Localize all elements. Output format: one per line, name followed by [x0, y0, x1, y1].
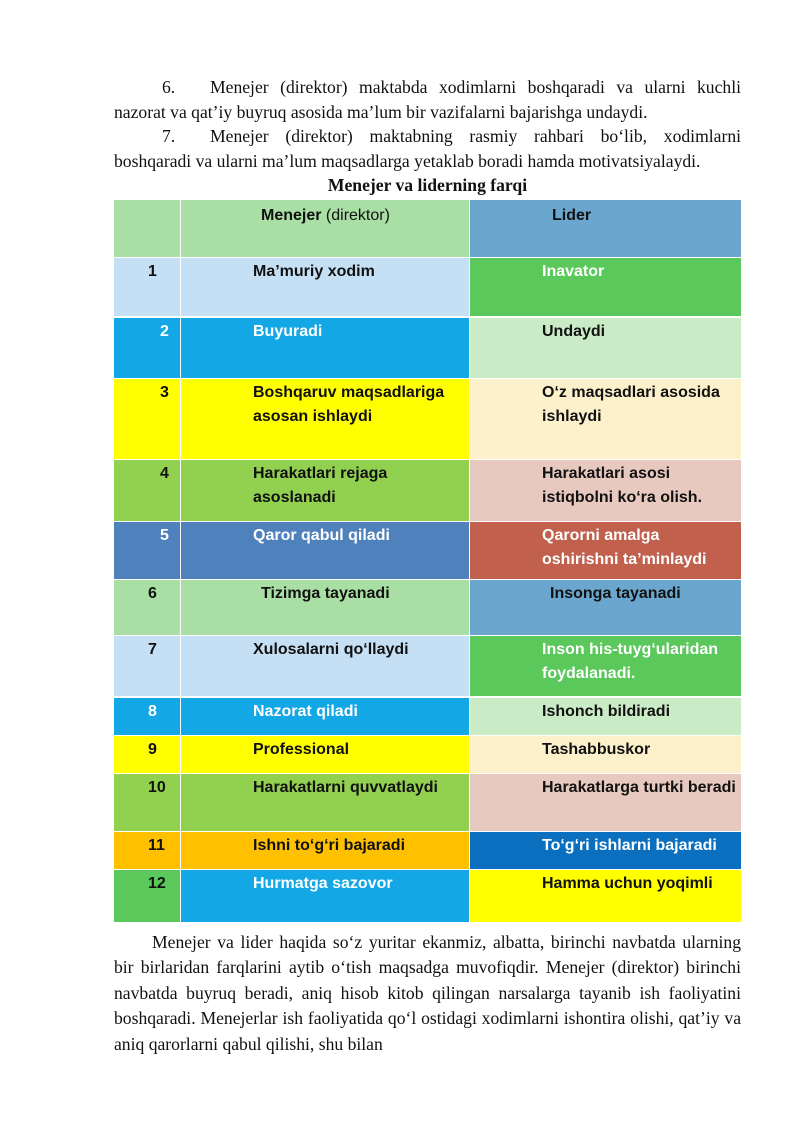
row-number: 4	[160, 465, 169, 482]
row-number-cell	[114, 698, 180, 735]
row-number-cell	[114, 636, 180, 696]
table-header-row	[114, 200, 741, 258]
row-number: 6	[148, 585, 157, 602]
row-number: 2	[160, 323, 169, 340]
row-number: 1	[148, 263, 157, 280]
lider-text: Hamma uchun yoqimli	[542, 875, 713, 892]
table-title: Menejer va liderning farqi	[327, 175, 528, 195]
lider-cell	[470, 636, 741, 696]
lider-text: Inson his-tuyg‘ularidan foydalanadi.	[542, 641, 719, 682]
table-row	[114, 698, 741, 736]
row-number: 3	[160, 384, 169, 401]
table-row	[114, 460, 741, 522]
lider-cell	[470, 832, 741, 869]
lider-text: Tashabbuskor	[542, 741, 651, 758]
menejer-cell	[181, 698, 469, 735]
row-number-cell	[114, 832, 180, 869]
lider-text: Undaydi	[542, 323, 606, 340]
table-row	[114, 258, 741, 318]
menejer-cell	[181, 636, 469, 696]
lider-text: To‘g‘ri ishlarni bajaradi	[542, 837, 717, 854]
lider-text: Insonga tayanadi	[550, 585, 681, 602]
menejer-cell	[181, 318, 469, 378]
table-row	[114, 522, 741, 580]
menejer-text: Professional	[253, 741, 350, 758]
lider-text: Inavator	[542, 263, 605, 280]
menejer-text: Hurmatga sazovor	[253, 875, 393, 892]
row-number: 8	[148, 703, 157, 720]
menejer-text: Boshqaruv maqsadlariga asosan ishlaydi	[253, 384, 445, 425]
menejer-cell	[181, 258, 469, 316]
lider-cell	[470, 318, 741, 378]
lider-cell	[470, 774, 741, 831]
table-row	[114, 580, 741, 636]
row-number: 9	[148, 741, 157, 758]
lider-cell	[470, 698, 741, 735]
header-number-cell	[114, 200, 180, 257]
lider-cell	[470, 379, 741, 459]
header-lider-cell	[470, 200, 741, 257]
paragraph-6-text: Menejer (direktor) maktabda xodimlarni boshqaradi va ularni kuchli nazorat va qat’iy buyruq asosida ma’lum bir vazifalarni bajarishga undaydi.	[114, 77, 741, 122]
row-number-cell	[114, 870, 180, 922]
paragraph-6-number: 6.	[162, 77, 176, 97]
table-row	[114, 318, 741, 379]
paragraph-6	[114, 75, 741, 124]
row-number: 5	[160, 527, 169, 544]
row-number: 12	[148, 875, 166, 892]
lider-text: O‘z maqsadlari asosida ishlaydi	[542, 384, 720, 425]
menejer-text: Xulosalarni qo‘llaydi	[253, 641, 409, 658]
lider-text: Harakatlarga turtki beradi	[542, 779, 736, 796]
lider-cell	[470, 258, 741, 316]
menejer-text: Nazorat qiladi	[253, 703, 358, 720]
menejer-text: Ma’muriy xodim	[253, 263, 375, 280]
lider-cell	[470, 580, 741, 635]
row-number-cell	[114, 258, 180, 316]
comparison-table	[114, 200, 741, 922]
row-number-cell	[114, 736, 180, 773]
paragraph-7-text: Menejer (direktor) maktabning rasmiy rahbari bo‘lib, xodimlarni boshqaradi va ularni ma’lum maqsadlarga yetaklab boradi hamda motivatsiyalaydi.	[114, 126, 741, 171]
table-row	[114, 736, 741, 774]
row-number-cell	[114, 379, 180, 459]
menejer-cell	[181, 379, 469, 459]
menejer-cell	[181, 460, 469, 521]
menejer-text: Harakatlari rejaga asoslanadi	[253, 465, 388, 506]
header-menejer-label: Menejer	[261, 207, 322, 224]
row-number-cell	[114, 318, 180, 378]
table-row	[114, 870, 741, 922]
paragraph-7	[114, 124, 741, 173]
lider-cell	[470, 870, 741, 922]
row-number: 10	[148, 779, 166, 796]
table-row	[114, 379, 741, 460]
menejer-text: Qaror qabul qiladi	[253, 527, 390, 544]
lider-text: Ishonch bildiradi	[542, 703, 671, 720]
lider-text: Qarorni amalga oshirishni ta’minlaydi	[542, 527, 707, 568]
row-number-cell	[114, 522, 180, 579]
menejer-text: Buyuradi	[253, 323, 323, 340]
header-menejer-sublabel: (direktor)	[321, 207, 390, 224]
menejer-cell	[181, 774, 469, 831]
menejer-cell	[181, 522, 469, 579]
lider-text: Harakatlari asosi istiqbolni ko‘ra olish.	[542, 465, 703, 506]
menejer-cell	[181, 870, 469, 922]
table-row	[114, 774, 741, 832]
lider-cell	[470, 522, 741, 579]
menejer-text: Tizimga tayanadi	[261, 585, 390, 602]
row-number: 7	[148, 641, 157, 658]
row-number: 11	[148, 837, 165, 854]
menejer-cell	[181, 580, 469, 635]
paragraph-after-table: Menejer va lider haqida so‘z yuritar ekanmiz, albatta, birinchi navbatda ularning bir birlaridan farqlarini aytib o‘tish maqsadga muvofiqdir. Menejer (direktor) birinchi navbatda buyruq beradi, aniq hisob kitob qilingan narsalarga tayanib ish faoliyatini boshqaradi. Menejerlar ish faoliyatida qo‘l ostidagi xodimlarni ishontira olishi, qat’iy va aniq qarorlarni qabul qilishi, shu bilan	[114, 932, 741, 1054]
row-number-cell	[114, 774, 180, 831]
row-number-cell	[114, 580, 180, 635]
lider-cell	[470, 460, 741, 521]
menejer-text: Harakatlarni quvvatlaydi	[253, 779, 438, 796]
header-lider-label: Lider	[552, 207, 592, 224]
menejer-cell	[181, 832, 469, 869]
table-row	[114, 636, 741, 698]
menejer-text: Ishni to‘g‘ri bajaradi	[253, 837, 406, 854]
header-menejer-cell	[181, 200, 469, 257]
paragraph-7-number: 7.	[162, 126, 176, 146]
lider-cell	[470, 736, 741, 773]
row-number-cell	[114, 460, 180, 521]
menejer-cell	[181, 736, 469, 773]
table-row	[114, 832, 741, 870]
